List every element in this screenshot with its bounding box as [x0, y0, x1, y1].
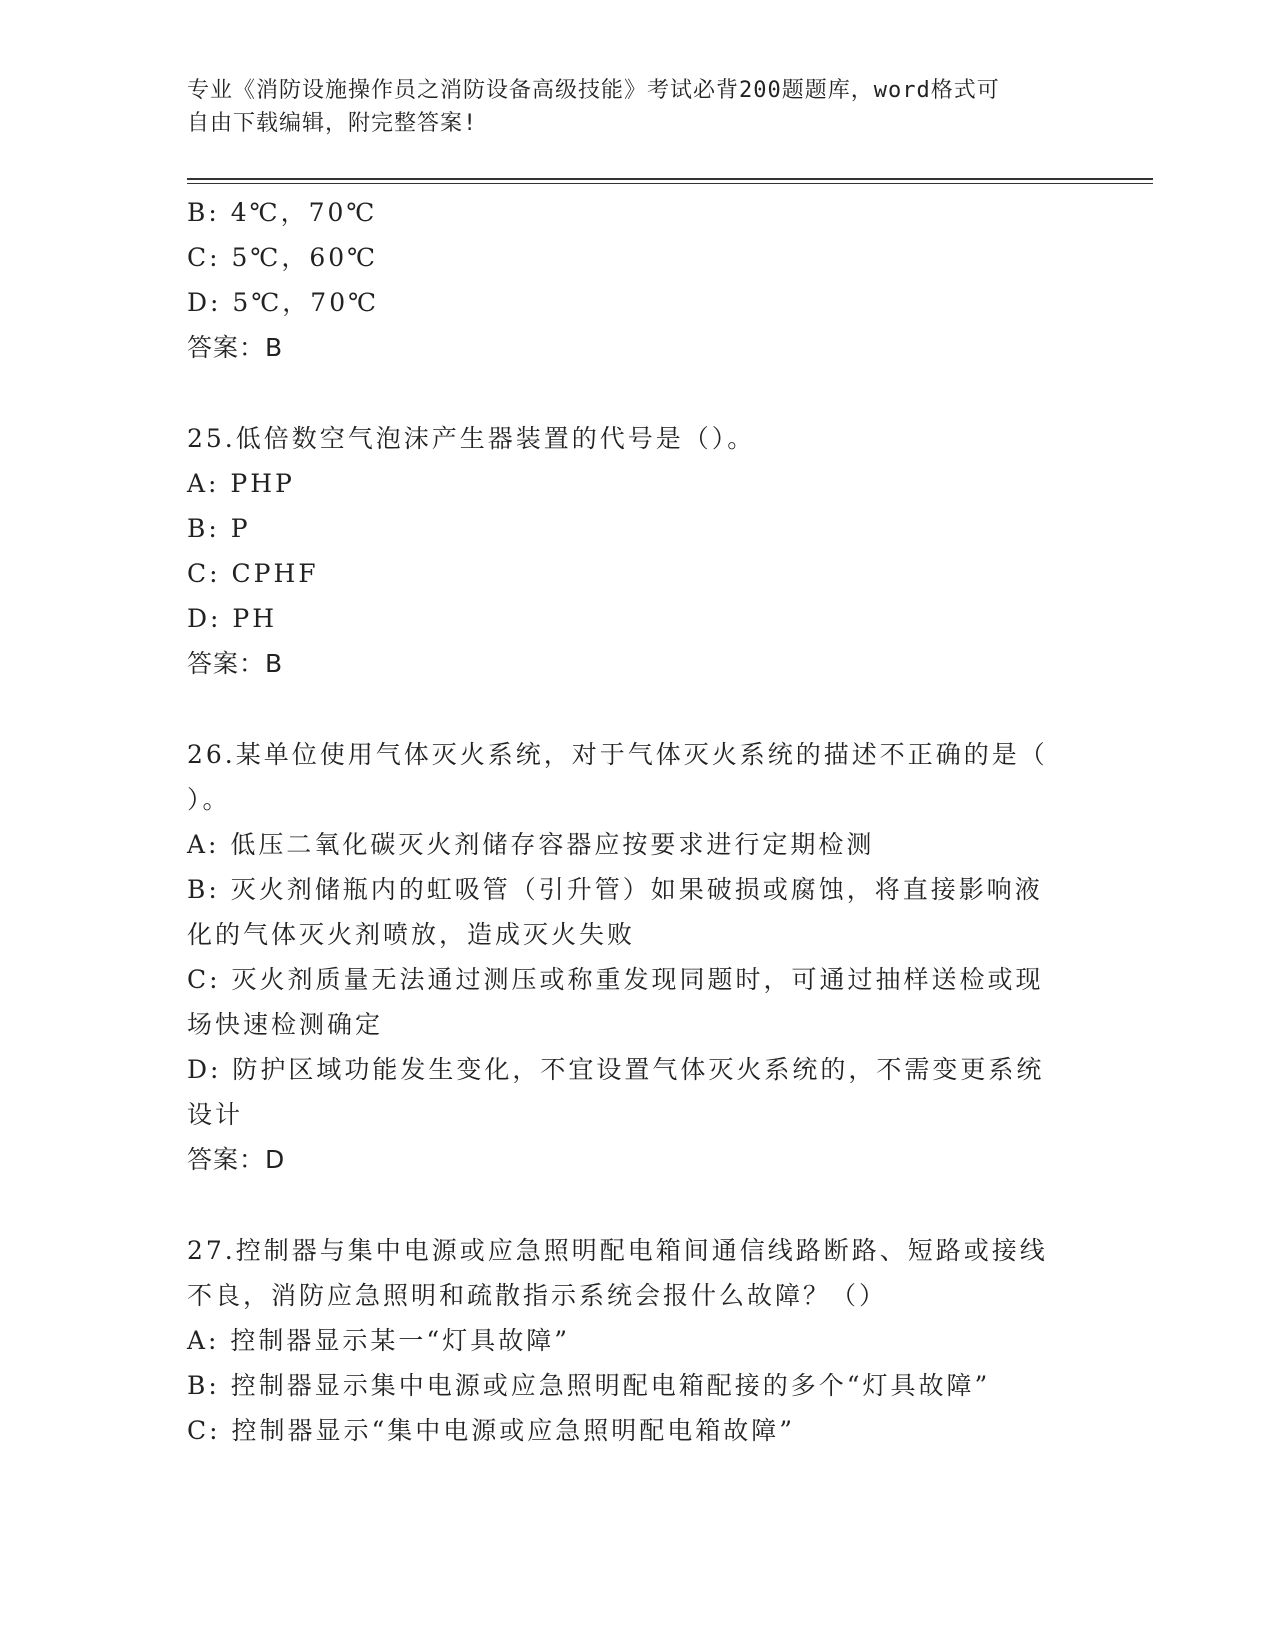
- option-line: D: 防护区域功能发生变化，不宜设置气体灭火系统的，不需变更系统: [187, 1055, 1045, 1084]
- option-line: B: 4℃，70℃: [187, 198, 378, 227]
- option-line: B: P: [187, 514, 251, 543]
- header-title-line-1: 专业《消防设施操作员之消防设备高级技能》考试必背200题题库，word格式可: [187, 78, 1000, 103]
- question-stem: 26.某单位使用气体灭火系统，对于气体灭火系统的描述不正确的是（: [187, 740, 1048, 769]
- spacer: [187, 686, 1067, 732]
- spacer: [187, 1182, 1067, 1228]
- option-line: D: PH: [187, 604, 278, 633]
- question-block-26: [187, 732, 1067, 1182]
- header-title-line-2: 自由下载编辑，附完整答案!: [187, 111, 478, 136]
- question-stem: 25.低倍数空气泡沫产生器装置的代号是（）。: [187, 424, 756, 453]
- question-block-prev: [187, 190, 1067, 370]
- option-line: 化的气体灭火剂喷放，造成灭火失败: [187, 920, 636, 949]
- answer-line: 答案：D: [187, 1145, 286, 1174]
- option-line: A: 控制器显示某一“灯具故障”: [187, 1326, 570, 1355]
- option-line: C: CPHF: [187, 559, 319, 588]
- header-divider-thin: [187, 183, 1153, 184]
- option-line: C: 5℃，60℃: [187, 243, 379, 272]
- document-header: [187, 74, 1067, 140]
- question-stem: 27.控制器与集中电源或应急照明配电箱间通信线路断路、短路或接线: [187, 1236, 1048, 1265]
- option-line: A: 低压二氧化碳灭火剂储存容器应按要求进行定期检测: [187, 830, 875, 859]
- option-line: C: 灭火剂质量无法通过测压或称重发现同题时，可通过抽样送检或现: [187, 965, 1044, 994]
- option-line: 设计: [187, 1100, 244, 1129]
- option-line: B: 灭火剂储瓶内的虹吸管（引升管）如果破损或腐蚀，将直接影响液: [187, 875, 1043, 904]
- question-block-25: [187, 416, 1067, 686]
- spacer: [187, 370, 1067, 416]
- question-block-27: [187, 1228, 1067, 1453]
- question-list: [187, 190, 1067, 1453]
- option-line: B: 控制器显示集中电源或应急照明配电箱配接的多个“灯具故障”: [187, 1371, 991, 1400]
- answer-line: 答案：B: [187, 649, 284, 678]
- option-line: A: PHP: [187, 469, 295, 498]
- option-line: C: 控制器显示“集中电源或应急照明配电箱故障”: [187, 1416, 796, 1445]
- header-divider-thick: [187, 178, 1153, 180]
- question-stem: ）。: [187, 785, 231, 814]
- option-line: D: 5℃，70℃: [187, 288, 380, 317]
- answer-line: 答案：B: [187, 333, 284, 362]
- option-line: 场快速检测确定: [187, 1010, 384, 1039]
- question-stem: 不良，消防应急照明和疏散指示系统会报什么故障？（）: [187, 1281, 888, 1310]
